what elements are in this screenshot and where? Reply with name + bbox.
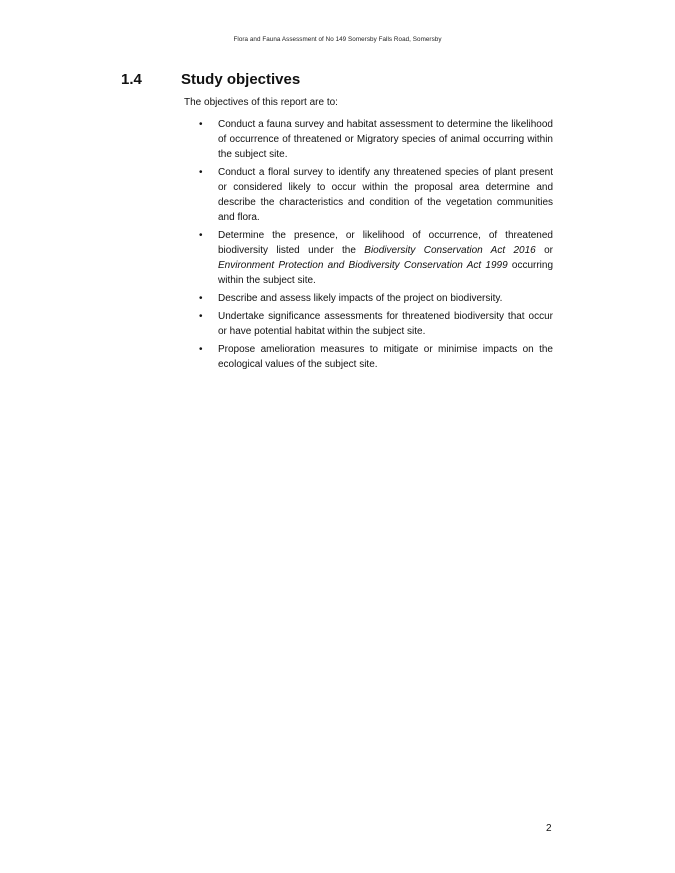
intro-text: The objectives of this report are to: — [184, 97, 338, 108]
section-heading — [121, 71, 300, 88]
bullet-icon: • — [199, 293, 203, 304]
bullet-icon: • — [199, 167, 203, 178]
list-item-text — [218, 230, 553, 286]
bullet-icon: • — [199, 344, 203, 355]
list-item-text: Propose amelioration measures to mitigate or minimise impacts on the ecological values of the subject site. — [218, 344, 553, 370]
list-item — [198, 342, 553, 372]
list-item — [198, 309, 553, 339]
bullet-icon: • — [199, 119, 203, 130]
list-item-text: Conduct a floral survey to identify any threatened species of plant present or considered likely to occur within the proposal area determine and describe the characteristics and condition of the vegetation communities and flora. — [218, 167, 553, 223]
section-title: Study objectives — [181, 71, 301, 88]
text-run: Determine the presence, or likelihood of occurrence, of threatened biodiversity listed under the — [218, 230, 553, 256]
act-title-epbc: Environment Protection and Biodiversity Conservation Act 1999 — [218, 260, 508, 271]
list-item-text: Undertake significance assessments for threatened biodiversity that occur or have potential habitat within the subject site. — [218, 311, 553, 337]
bullet-icon: • — [199, 230, 203, 241]
list-item-text: Describe and assess likely impacts of the project on biodiversity. — [218, 293, 503, 304]
list-item — [198, 165, 553, 225]
running-header: Flora and Fauna Assessment of No 149 Somersby Falls Road, Somersby — [233, 36, 442, 43]
act-title-biodiversity-conservation: Biodiversity Conservation Act 2016 — [364, 245, 536, 256]
text-run: occurring within the subject site. — [218, 260, 554, 286]
list-item — [198, 228, 553, 288]
bullet-icon: • — [199, 311, 203, 322]
section-number: 1.4 — [121, 71, 142, 88]
list-item-text: Conduct a fauna survey and habitat assessment to determine the likelihood of occurrence of threatened or Migratory species of animal occurring within the subject site. — [218, 119, 553, 160]
list-item — [198, 291, 553, 306]
list-item — [198, 117, 553, 162]
text-run: or — [535, 245, 553, 256]
objectives-list — [198, 117, 553, 375]
page-number: 2 — [546, 823, 552, 834]
